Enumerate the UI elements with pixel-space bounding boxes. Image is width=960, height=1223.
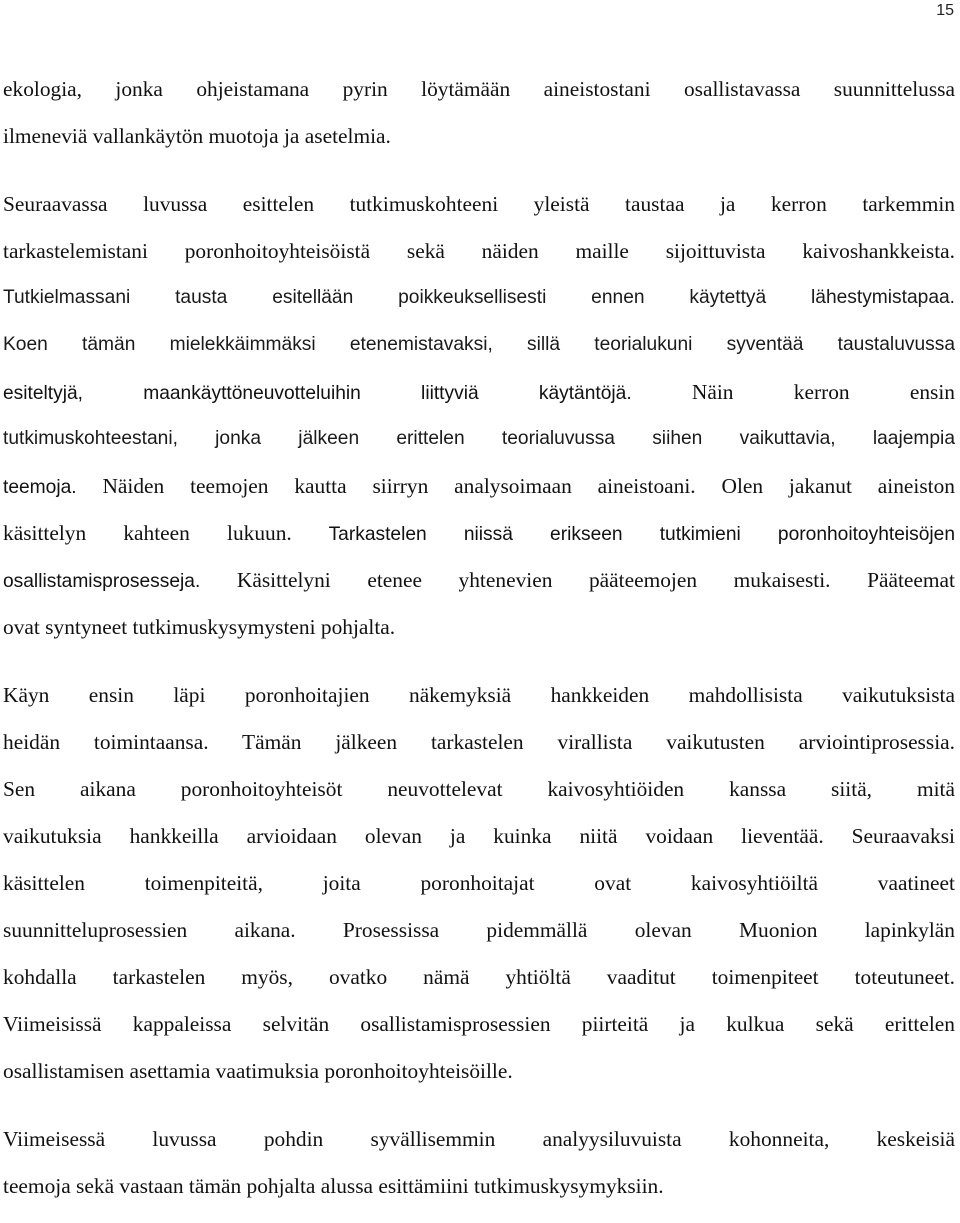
text-segment: Näin kerron ensin [691,380,955,404]
paragraph-1 [3,79,955,173]
text-line: tarkastelemistani poronhoitoyhteisöistä sekä näiden maille sijoittuvista kaivoshankkeista. [3,239,955,263]
page-number: 15 [936,2,954,19]
paragraph-2 [3,194,955,664]
text-line: Viimeisessä luvussa pohdin syvällisemmin analyysiluvuista kohonneita, keskeisiä [3,1127,955,1151]
text-line: Käyn ensin läpi poronhoitajien näkemyksiä hankkeiden mahdollisista vaikutuksista [3,683,955,707]
text-segment: Näiden teemojen kautta siirryn analysoimaan aineistoani. Olen jakanut aineiston [102,474,955,498]
text-line: heidän toimintaansa. Tämän jälkeen tarkastelen virallista vaikutusten arviointiprosessia. [3,730,955,754]
text-segment: osallistamisprosesseja. [3,571,201,592]
text-line: ekologia, jonka ohjeistamana pyrin löytämään aineistostani osallistavassa suunnittelussa [3,77,955,101]
text-line: tutkimuskohteestani, jonka jälkeen erittelen teorialuvussa siihen vaikuttavia, laajempia [3,428,955,449]
text-line [3,570,955,617]
text-line: Koen tämän mielekkäimmäksi etenemistavaksi, sillä teorialukuni syventää taustaluvussa [3,334,955,355]
text-line [3,523,955,570]
paragraph-3 [3,685,955,1108]
text-line [3,476,955,523]
document-body [3,79,955,1223]
text-line: osallistamisen asettamia vaatimuksia poronhoitoyhteisöille. [3,1059,513,1083]
paragraph-gap [3,664,955,685]
text-line: Sen aikana poronhoitoyhteisöt neuvottelevat kaivosyhtiöiden kanssa siitä, mitä [3,777,955,801]
text-segment: teemoja. [3,477,77,498]
text-line: suunnitteluprosessien aikana. Prosessissa pidemmällä olevan Muonion lapinkylän [3,918,955,942]
paragraph-gap [3,1108,955,1129]
text-line: ilmeneviä vallankäytön muotoja ja asetelmia. [3,124,391,148]
text-segment: Tarkastelen niissä erikseen tutkimieni poronhoitoyhteisöjen [328,524,955,545]
text-line: ovat syntyneet tutkimuskysymysteni pohjalta. [3,615,396,639]
text-segment: esiteltyjä, maankäyttöneuvotteluihin liittyviä käytäntöjä. [3,383,632,404]
paragraph-4 [3,1129,955,1223]
paragraph-gap [3,173,955,194]
text-line: teemoja sekä vastaan tämän pohjalta alussa esittämiini tutkimuskysymyksiin. [3,1174,664,1198]
text-line: vaikutuksia hankkeilla arvioidaan olevan ja kuinka niitä voidaan lieventää. Seuraavaksi [3,824,955,848]
text-line: Tutkielmassani tausta esitellään poikkeuksellisesti ennen käytettyä lähestymistapaa. [3,287,955,308]
text-line: kohdalla tarkastelen myös, ovatko nämä yhtiöltä vaaditut toimenpiteet toteutuneet. [3,965,955,989]
text-line [3,382,955,429]
text-segment: Käsittelyni etenee yhtenevien pääteemojen mukaisesti. Pääteemat [236,568,955,592]
text-segment: käsittelyn kahteen lukuun. [3,521,292,545]
text-line: Viimeisissä kappaleissa selvitän osallistamisprosessien piirteitä ja kulkua sekä erittelen [3,1012,955,1036]
text-line: Seuraavassa luvussa esittelen tutkimuskohteeni yleistä taustaa ja kerron tarkemmin [3,192,955,216]
text-line: käsittelen toimenpiteitä, joita poronhoitajat ovat kaivosyhtiöiltä vaatineet [3,871,955,895]
